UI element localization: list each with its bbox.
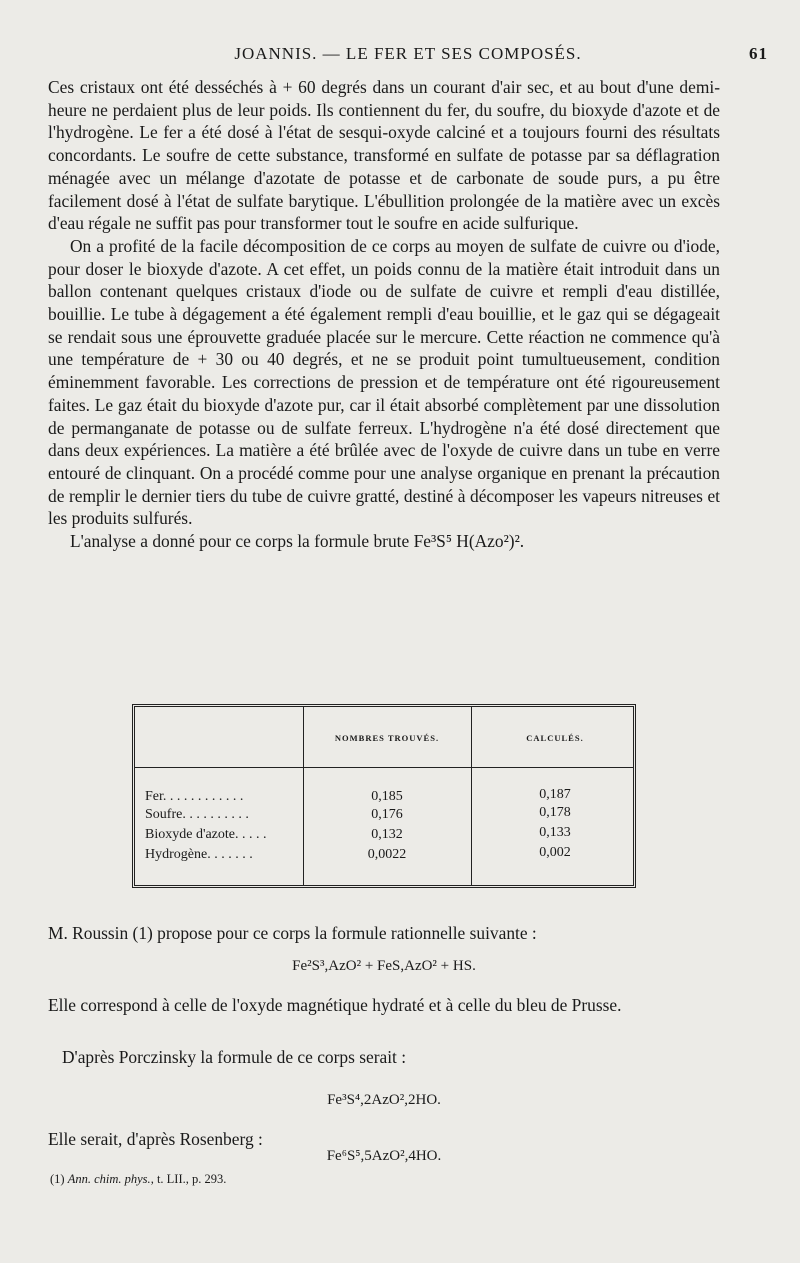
- table-header-rule: [135, 767, 633, 768]
- header-found: NOMBRES TROUVÉS.: [334, 733, 440, 743]
- analysis-table: [132, 704, 636, 888]
- formula-roussin: Fe²S³,AzO² + FeS,AzO² + HS.: [292, 958, 476, 974]
- roussin-sentence: M. Roussin (1) propose pour ce corps la formule rationnelle suivante :: [48, 923, 537, 943]
- footnote-marker: (1): [50, 1172, 65, 1186]
- paragraph-formula: L'analyse a donné pour ce corps la formule brute Fe³S⁵ H(Azo²)².: [70, 531, 525, 552]
- cell-found: 0,176: [371, 807, 403, 822]
- cell-calculated: 0,187: [539, 787, 571, 802]
- correspond-sentence: Elle correspond à celle de l'oxyde magnétique hydraté et à celle du bleu de Prusse.: [48, 995, 622, 1015]
- header-calculated: CALCULÉS.: [526, 733, 584, 743]
- porczinsky-sentence: D'après Porczinsky la formule de ce corps serait :: [62, 1047, 407, 1067]
- footnote-reference: , t. LII., p. 293.: [150, 1172, 227, 1186]
- footnote-source: Ann. chim. phys.: [67, 1172, 151, 1186]
- row-label: Bioxyde d'azote. . . . .: [145, 827, 267, 842]
- rosenberg-sentence: Elle serait, d'après Rosenberg :: [48, 1129, 263, 1149]
- main-text: [48, 76, 720, 553]
- row-label: Soufre. . . . . . . . . .: [145, 807, 249, 822]
- running-title: JOANNIS. — LE FER ET SES COMPOSÉS.: [234, 44, 582, 63]
- page-number: 61: [749, 44, 768, 63]
- cell-calculated: 0,178: [539, 805, 571, 820]
- cell-found: 0,185: [371, 789, 403, 804]
- page-header: [48, 44, 768, 68]
- cell-found: 0,132: [371, 827, 403, 842]
- formula-porczinsky: Fe³S⁴,2AzO²,2HO.: [327, 1092, 441, 1108]
- row-label: Hydrogène. . . . . . .: [145, 847, 253, 862]
- cell-found: 0,0022: [367, 847, 407, 862]
- cell-calculated: 0,002: [539, 845, 571, 860]
- paragraph-method: On a profité de la facile décomposition de ce corps au moyen de sulfate de cuivre ou d'iode, pour doser le bioxyde d'azote. A cet effet, un poids connu de la matière était introduit dans un ballon contenant quelques cristaux d'iode ou de sulfate de cuivre et rempli d'eau distillée, bouillie. Le tube à dégagement a été également rempli d'eau bouillie, et le gaz qui se dégageait se rendait sous une éprouvette graduée placée sur le mercure. Cette réaction ne commence qu'à une température de + 30 ou 40 degrés, et ne se produit point tumultueusement, condition éminemment favorable. Les corrections de pression et de température ont été rigoureusement faites. Le gaz était du bioxyde d'azote pur, car il était absorbé complètement par une dissolution de permanganate de potasse ou de sulfate ferreux. L'hydrogène n'a été dosé directement que dans deux expériences. La matière a été brûlée avec de l'oxyde de cuivre dans un tube en verre entouré de clinquant. On a procédé comme pour une analyse organique en prenant la précaution de remplir le dernier tiers du tube de cuivre gratté, destiné à décomposer les vapeurs nitreuses et les produits sulfurés.: [48, 235, 720, 529]
- formula-rosenberg: Fe⁶S⁵,5AzO²,4HO.: [326, 1148, 442, 1164]
- footnote: [50, 1172, 226, 1187]
- row-label: Fer. . . . . . . . . . . .: [145, 789, 244, 804]
- paragraph-crystals: Ces cristaux ont été desséchés à + 60 degrés dans un courant d'air sec, et au bout d'une demi-heure ne perdaient plus de leur poids. Ils contiennent du fer, du soufre, du bioxyde d'azote et de l'hydrogène. Le fer a été dosé à l'état de sesqui-oxyde calciné et a toujours fourni des résultats concordants. Le soufre de cette substance, transformé en sulfate de potasse par sa déflagration ménagée avec un mélange d'azotate de potasse et de carbonate de soude purs, a pu être facilement dosé à l'état de sulfate barytique. L'ébullition prolongée de la matière avec un excès d'eau régale ne suffit pas pour transformer tout le soufre en acide sulfurique.: [48, 77, 720, 234]
- cell-calculated: 0,133: [539, 825, 571, 840]
